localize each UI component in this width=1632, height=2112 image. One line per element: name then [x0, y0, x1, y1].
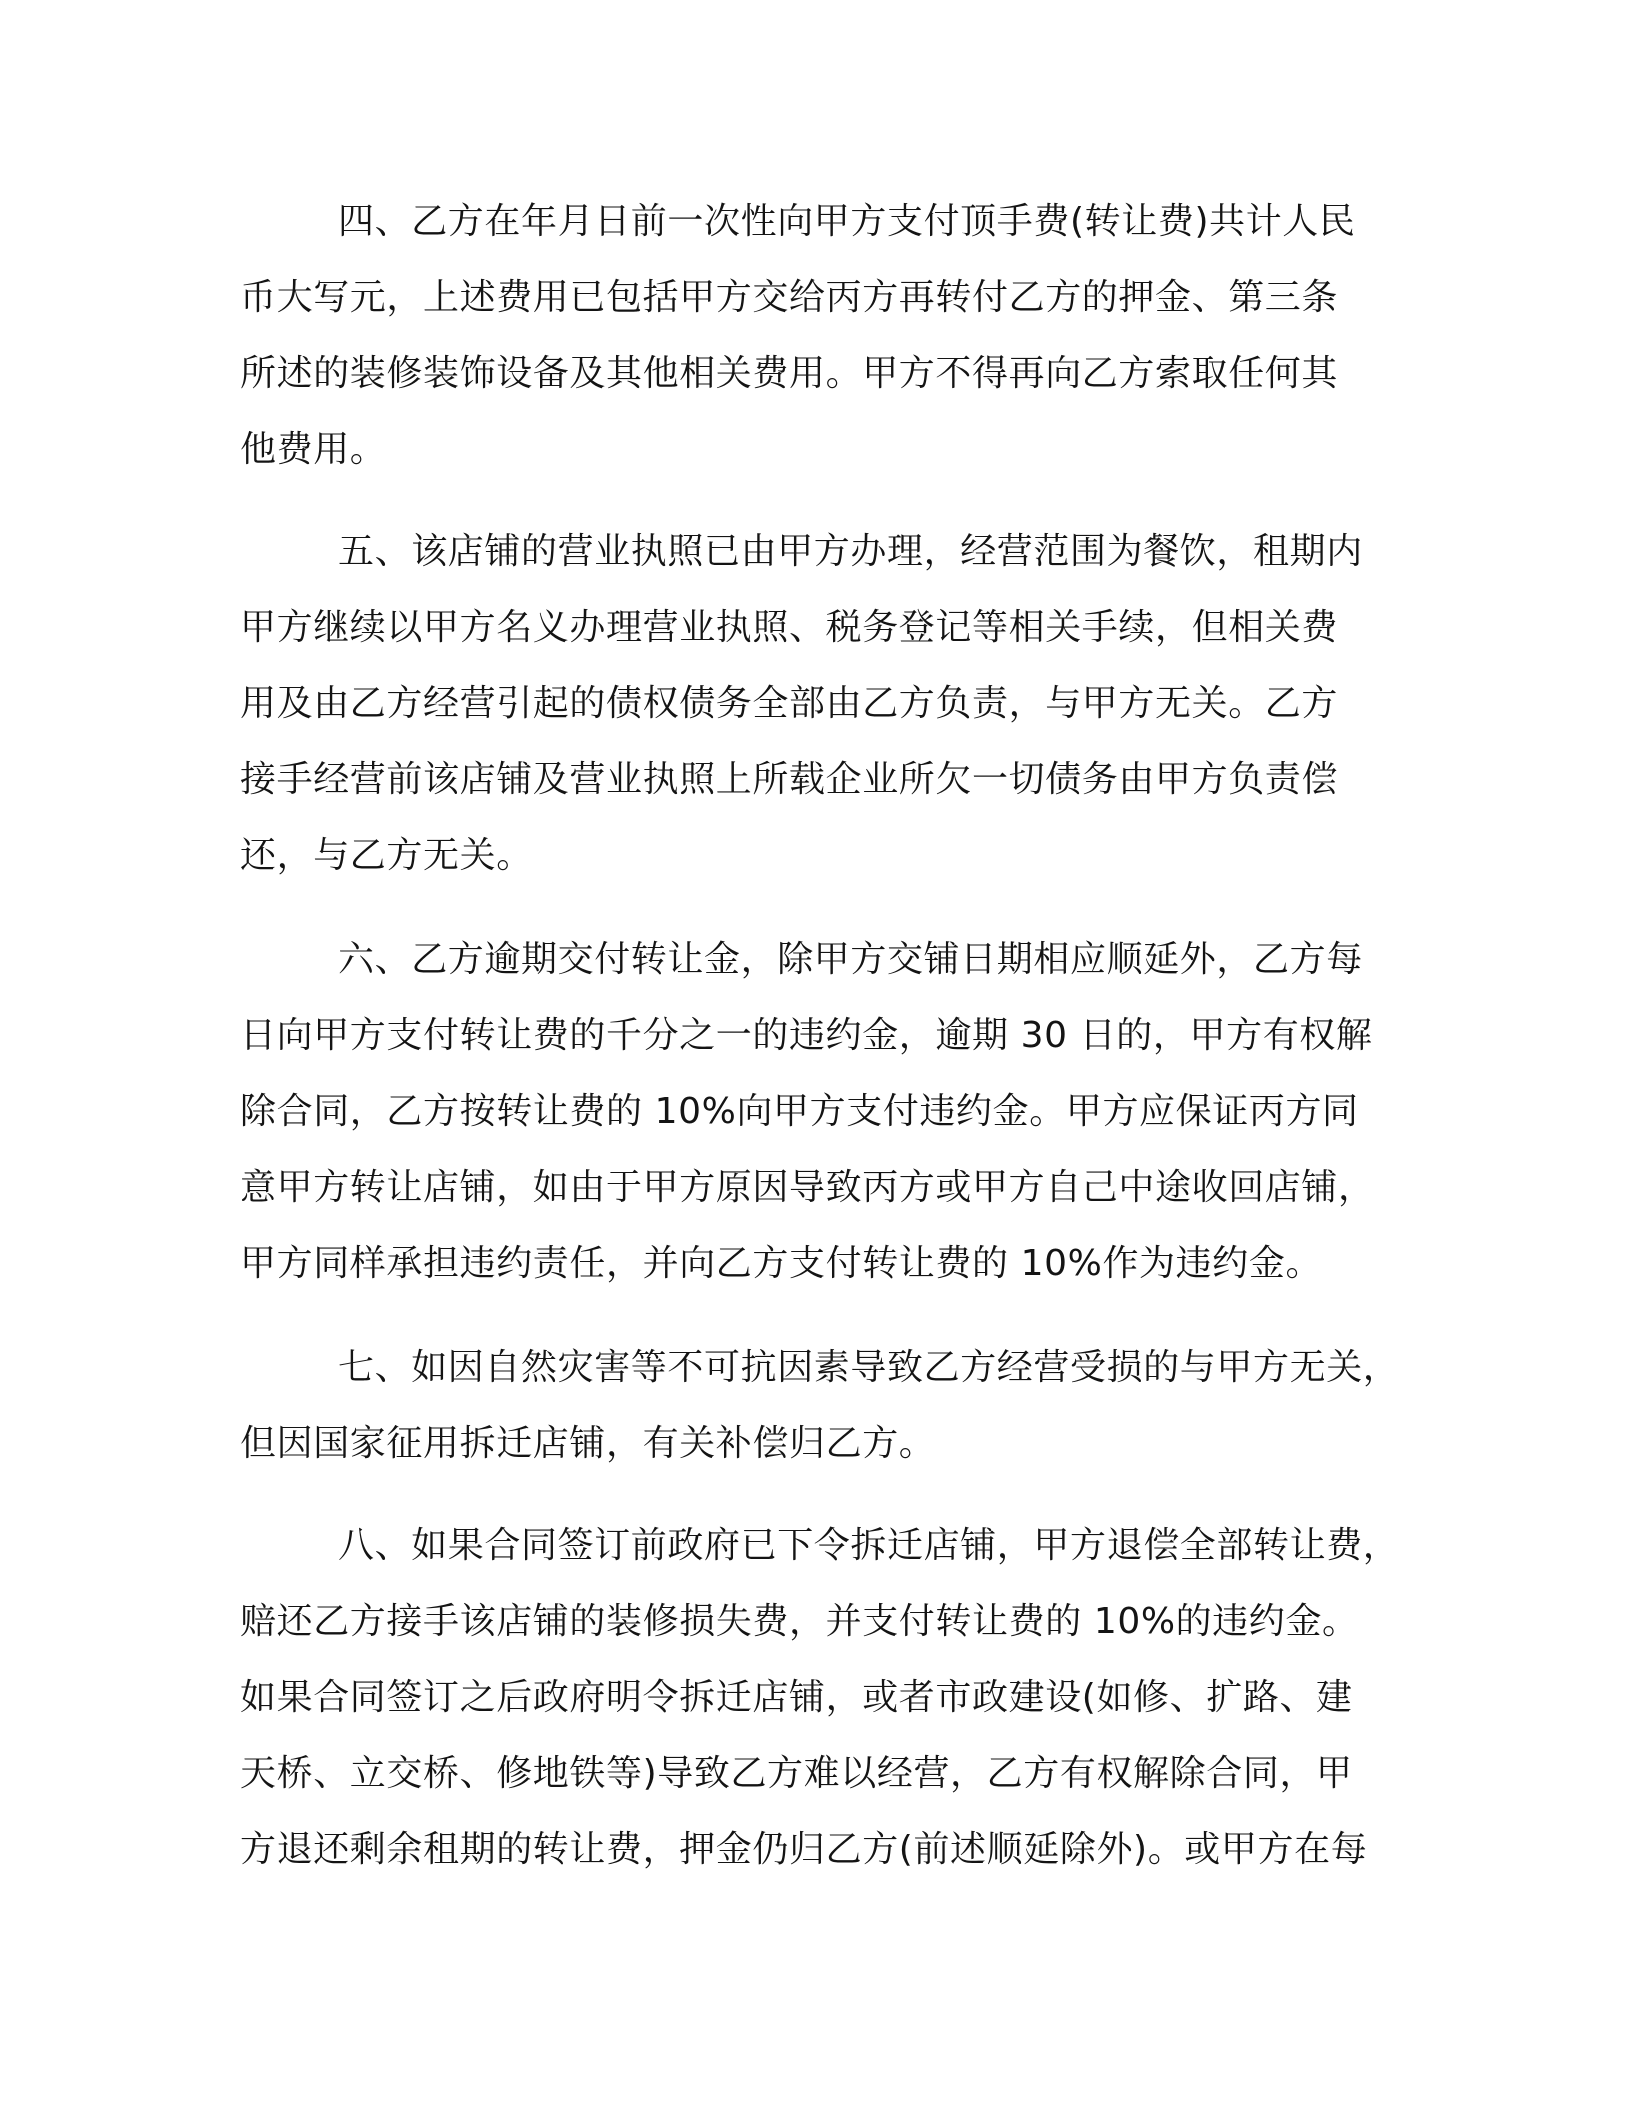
paragraph-4-line-3: 所述的装修装饰设备及其他相关费用。甲方不得再向乙方索取任何其: [240, 353, 1339, 394]
paragraph-5-line-5: 还，与乙方无关。: [240, 835, 533, 876]
paragraph-4-line-4: 他费用。: [240, 429, 387, 470]
paragraph-5-line-2: 甲方继续以甲方名义办理营业执照、税务登记等相关手续，但相关费: [240, 607, 1339, 648]
paragraph-7-line-1: 七、如因自然灾害等不可抗因素导致乙方经营受损的与甲方无关，: [338, 1347, 1400, 1388]
paragraph-4-line-1: 四、乙方在年月日前一次性向甲方支付顶手费(转让费)共计人民: [338, 201, 1356, 242]
paragraph-6-line-4: 意甲方转让店铺，如由于甲方原因导致丙方或甲方自己中途收回店铺，: [240, 1167, 1375, 1208]
paragraph-6-line-1: 六、乙方逾期交付转让金，除甲方交铺日期相应顺延外，乙方每: [338, 939, 1363, 980]
paragraph-4-line-2: 币大写元，上述费用已包括甲方交给丙方再转付乙方的押金、第三条: [240, 277, 1339, 318]
paragraph-8-line-3: 如果合同签订之后政府明令拆迁店铺，或者市政建设(如修、扩路、建: [240, 1677, 1353, 1718]
paragraph-6-line-5: 甲方同样承担违约责任，并向乙方支付转让费的 10%作为违约金。: [240, 1243, 1323, 1284]
paragraph-7-line-2: 但因国家征用拆迁店铺，有关补偿归乙方。: [240, 1423, 936, 1464]
paragraph-8-line-5: 方退还剩余租期的转让费，押金仍归乙方(前述顺延除外)。或甲方在每: [240, 1829, 1368, 1870]
paragraph-5-line-3: 用及由乙方经营引起的债权债务全部由乙方负责，与甲方无关。乙方: [240, 683, 1339, 724]
paragraph-6-line-2: 日向甲方支付转让费的千分之一的违约金，逾期 30 日的，甲方有权解: [240, 1015, 1373, 1056]
paragraph-5-line-4: 接手经营前该店铺及营业执照上所载企业所欠一切债务由甲方负责偿: [240, 759, 1339, 800]
paragraph-8-line-2: 赔还乙方接手该店铺的装修损失费，并支付转让费的 10%的违约金。: [240, 1601, 1359, 1642]
paragraph-8-line-4: 天桥、立交桥、修地铁等)导致乙方难以经营，乙方有权解除合同，甲: [240, 1753, 1353, 1794]
paragraph-8-line-1: 八、如果合同签订前政府已下令拆迁店铺，甲方退偿全部转让费，: [338, 1525, 1400, 1566]
paragraph-6-line-3: 除合同，乙方按转让费的 10%向甲方支付违约金。甲方应保证丙方同: [240, 1091, 1359, 1132]
paragraph-5-line-1: 五、该店铺的营业执照已由甲方办理，经营范围为餐饮，租期内: [338, 531, 1363, 572]
